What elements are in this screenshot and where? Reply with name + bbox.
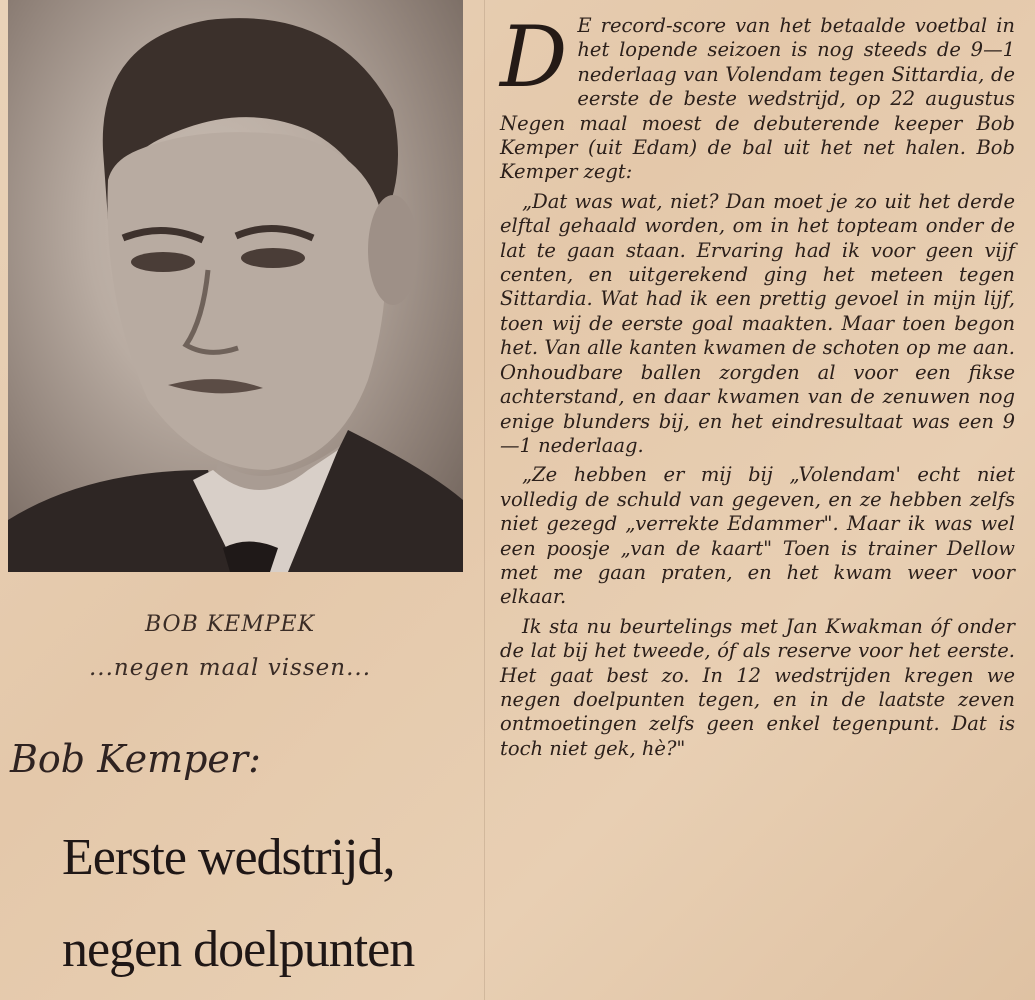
article-paragraph-1 [500,8,1015,185]
article-paragraph-4: Ik sta nu beurtelings met Jan Kwakman óf onder de lat bij het tweede, óf als reserve voor het eerste. Het gaat best zo. In 12 wedstrijden kregen we negen doelpunten tegen, en in de laatste zeven ontmoetingen zelfs geen enkel tegenpunt. Dat is toch niet gek, hè?" [500,614,1015,760]
article-paragraph-3: „Ze hebben er mij bij „Volendam' echt niet volledig de schuld van gegeven, en ze hebben zelfs niet gezegd „verrekte Edammer". Maar ik was wel een poosje „van de kaart" Toen is trainer Dellow met me gaan praten, en het kwam weer voor elkaar. [500,463,1015,609]
column-divider [484,0,485,1000]
headline-kicker: Bob Kemper: [10,737,261,781]
article-paragraph-2: „Dat was wat, niet? Dan moet je zo uit het derde elftal gehaald worden, om in het topteam onder de lat te gaan staan. Ervaring had ik voor geen vijf centen, en uitgerekend ging het meteen tegen Sittardia. Wat had ik een prettig gevoel in mijn lijf, toen wij de eerste goal maakten. Maar toen begon het. Van alle kanten kwamen de schoten op me aan. Onhoudbare ballen zorgden al voor een fikse achterstand, en daar kwamen van de zenuwen nog enige blunders bij, en het eindresultaat was een 9—1 nederlaag. [500,189,1015,457]
drop-cap: D [500,8,568,106]
article-body [500,8,1015,761]
portrait-photo-drawing [8,0,463,572]
headline-line-1: Eerste wedstrijd, [62,829,395,886]
headline-line-2: negen doelpunten [62,921,415,978]
article-paragraph-1-text: E record-score van het betaalde voetbal in het lopende seizoen is nog steeds de 9—1 nederlaag van Volendam tegen Sittardia, de eerste de beste wedstrijd, op 22 augustus Negen maal moest de debuterende keeper Bob Kemper (uit Edam) de bal uit het net halen. Bob Kemper zegt: [500,14,1015,184]
photo-caption-name: BOB KEMPEK [144,612,316,637]
photo-caption-subtitle: ...negen maal vissen... [88,655,372,681]
portrait-photo [8,0,463,572]
